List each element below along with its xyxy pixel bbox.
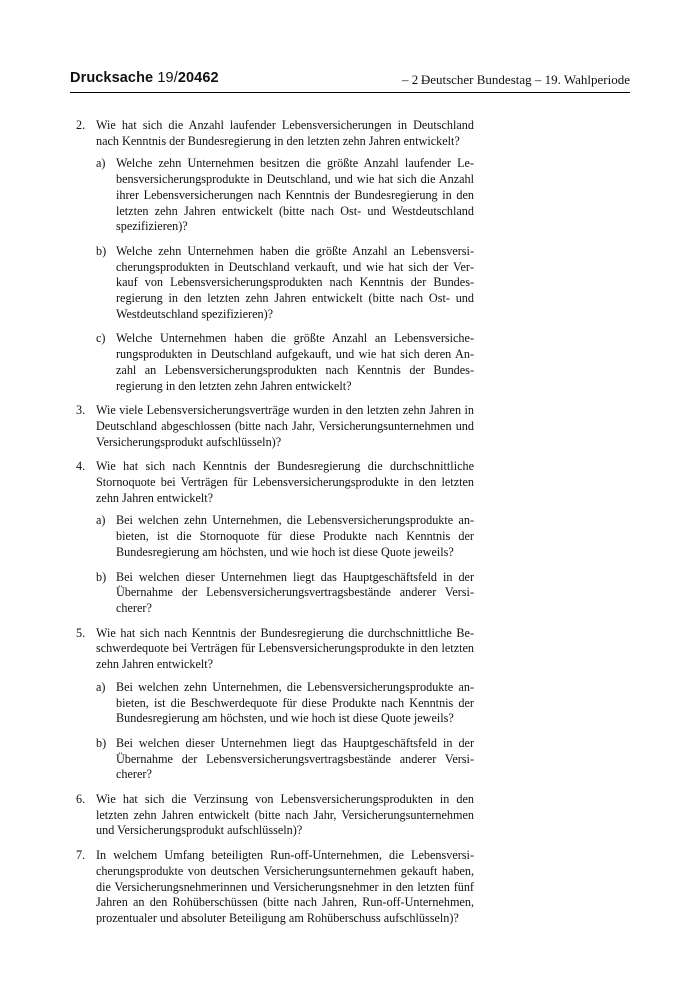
subquestion-2c <box>96 331 474 394</box>
question-number: 2. <box>76 118 86 132</box>
subquestion-text: Bei welchen dieser Unternehmen liegt das Hauptgeschäftsfeld in der Übernahme der Lebensversicherungsvertragsbestände anderer Versicherer? <box>116 735 474 782</box>
subquestion-text: Bei welchen zehn Unternehmen, die Lebensversicherungsprodukte anbieten, ist die Stornoquote für diese Produkte nach Kenntnis der Bundesregierung am höchsten, und wie hoch ist diese Quote jeweils? <box>116 513 474 559</box>
question-text: Wie viele Lebensversicherungsverträge wurden in den letzten zehn Jahren in Deutschland abgeschlossen (bitte nach Jahr, Versicherungsunternehmen und Versicherungsprodukt aufschlüsseln)? <box>96 403 474 449</box>
subquestion-text: Bei welchen dieser Unternehmen liegt das Hauptgeschäftsfeld in der Übernahme der Lebensversicherungsvertragsbestände anderer Versicherer? <box>116 569 474 615</box>
subquestion-label: a) <box>96 513 106 528</box>
doc-number-prefix: 19/ <box>157 70 178 86</box>
doc-label: Drucksache <box>70 70 154 86</box>
question-text: In welchem Umfang beteiligten Run-off-Unternehmen, die Lebensversicherungsprodukte von deutschen Versicherungsunternehmen gekauft haben, die Versicherungsnehmerinnen und Versicherungsnehmer in den letzten fünf Jahren an den Rohüberschüssen (bitte nach Jahren, Run-off-Unternehmen, prozentualer und absoluter Beteiligung am Rohüberschuss aufschlüsseln)? <box>96 848 474 925</box>
page-number: – 2 – <box>402 72 428 87</box>
subquestion-label: b) <box>96 735 107 750</box>
page-header <box>70 70 630 93</box>
subquestion-4b <box>96 570 474 617</box>
subquestion-label: b) <box>96 243 107 258</box>
subquestion-label: a) <box>96 679 106 694</box>
subquestion-2a <box>96 156 474 235</box>
question-text: Wie hat sich die Verzinsung von Lebensversicherungsprodukten in den letzten zehn Jahren entwickelt (bitte nach Jahr, Versicherungsunternehmen und Versicherungsprodukt aufschlüsseln)? <box>96 792 474 838</box>
question-number: 5. <box>76 625 86 640</box>
question-text: Wie hat sich nach Kenntnis der Bundesregierung die durchschnittliche Beschwerdequote bei Verträgen für Lebensversicherungsprodukte in den letzten zehn Jahren entwickelt? <box>96 625 474 672</box>
subquestion-text: Welche Unternehmen haben die größte Anzahl an Lebensversicherungsprodukten in Deutschland aufgekauft, und wie hat sich deren Anzahl an Lebensversicherungsprodukten nach Kenntnis der Bundesregierung in den letzten zehn Jahren entwickelt? <box>116 331 474 393</box>
question-5 <box>76 626 474 783</box>
question-3 <box>76 403 474 450</box>
question-list <box>76 118 474 936</box>
subquestion-4a <box>96 513 474 560</box>
question-number: 6. <box>76 792 86 807</box>
subquestion-label: c) <box>96 331 106 346</box>
subquestion-text: Bei welchen zehn Unternehmen, die Lebensversicherungsprodukte anbieten, ist die Beschwerdequote für diese Produkte nach Kenntnis der Bundesregierung am höchsten, und wie hoch ist diese Quote jeweils? <box>116 679 474 726</box>
question-number: 7. <box>76 848 86 863</box>
subquestion-5a <box>96 680 474 727</box>
subquestion-5b <box>96 736 474 783</box>
document-number <box>70 70 219 86</box>
doc-number-suffix: 20462 <box>177 70 219 86</box>
institution-label: Deutscher Bundestag – 19. Wahlperiode <box>420 72 630 87</box>
question-6 <box>76 792 474 839</box>
subquestion-text: Welche zehn Unternehmen haben die größte Anzahl an Lebensversicherungsprodukten in Deutschland verkauft, und wie hat sich der Verkauf von Lebensversicherungsprodukten nach Kenntnis der Bundesregierung in den letzten zehn Jahren entwickelt (bitte nach Ost- und Westdeutschland spezifizieren)? <box>116 243 474 321</box>
subquestion-label: a) <box>96 156 106 171</box>
question-4 <box>76 459 474 616</box>
question-text: Wie hat sich nach Kenntnis der Bundesregierung die durchschnittliche Stornoquote bei Verträgen für Lebensversicherungsprodukte in den letzten zehn Jahren entwickelt? <box>96 459 474 505</box>
question-7 <box>76 848 474 927</box>
subquestion-2b <box>96 244 474 323</box>
subquestion-label: b) <box>96 569 107 584</box>
subquestion-text: Welche zehn Unternehmen besitzen die größte Anzahl laufender Lebensversicherungsprodukte in Deutschland, und wie hat sich die Anzahl ihrer Lebensversicherungen nach Kenntnis der Bundesregierung in den letzten zehn Jahren entwickelt (bitte nach Ost- und Westdeutschland spezifizieren)? <box>116 156 474 234</box>
question-number: 3. <box>76 403 86 418</box>
question-text: Wie hat sich die Anzahl laufender Lebensversicherungen in Deutschland nach Kenntnis der Bundesregierung in den letzten zehn Jahren entwickelt? <box>96 118 474 148</box>
question-number: 4. <box>76 459 86 474</box>
question-2 <box>76 118 474 394</box>
